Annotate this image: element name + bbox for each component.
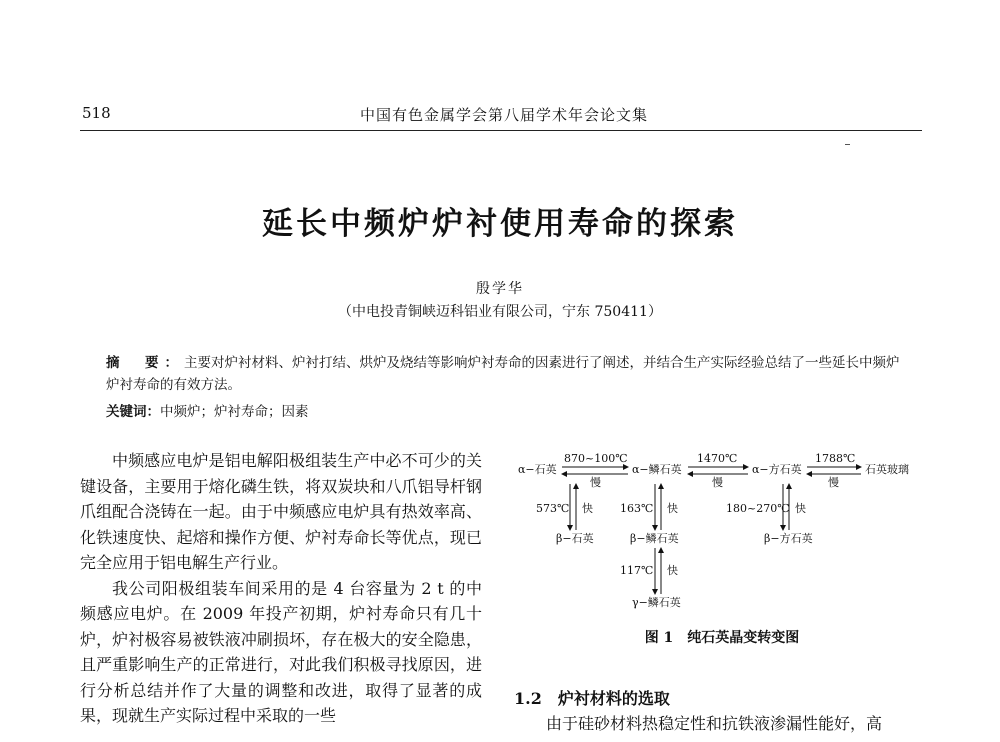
node-alpha-quartz: α−石英 [518, 463, 557, 476]
section-heading: 1.2 炉衬材料的选取 [514, 689, 670, 708]
speed-v2: 快 [667, 502, 678, 515]
page-number: 518 [82, 104, 111, 122]
paper-affiliation: （中电投青铜峡迈科铝业有限公司，宁东 750411） [338, 304, 662, 320]
temp-t2: 1470℃ [697, 452, 738, 465]
speed-t3: 慢 [828, 476, 839, 489]
abstract-label: 摘 要： [106, 355, 184, 371]
speed-t1: 慢 [590, 476, 601, 489]
speed-t2: 慢 [712, 476, 723, 489]
speed-v4: 快 [667, 564, 678, 577]
phase-diagram-svg [512, 450, 932, 615]
node-gamma-tridymite: γ−鳞石英 [632, 596, 681, 609]
node-quartz-glass: 石英玻璃 [865, 463, 909, 476]
keywords-label: 关键词： [106, 404, 160, 420]
temp-t3: 1788℃ [815, 452, 856, 465]
body-paragraph-1: 中频感应电炉是铝电解阳极组装生产中必不可少的关键设备，主要用于熔化磷生铁，将双炭块和八爪铝导杆钢爪组配合浇铸在一起。由于中频感应电炉具有热效率高、化铁速度快、起熔和操作方便、炉衬寿命长等优点，现已完全应用于铝电解生产行业。 [80, 451, 482, 572]
running-title: 中国有色金属学会第八届学术年会论文集 [360, 106, 649, 124]
abstract-text: 主要对炉衬材料、炉衬打结、烘炉及烧结等影响炉衬寿命的因素进行了阐述，并结合生产实际经验总结了一些延长中频炉炉衬寿命的有效方法。 [106, 355, 900, 393]
keywords-block [106, 400, 309, 420]
abstract-block [106, 352, 906, 396]
section-text: 由于硅砂材料热稳定性和抗铁液渗漏性能好，高 [546, 714, 883, 733]
paper-title: 延长中频炉炉衬使用寿命的探索 [262, 206, 738, 242]
speed-v1: 快 [582, 502, 593, 515]
body-paragraph-2: 我公司阳极组装车间采用的是 4 台容量为 2 t 的中频感应电炉。在 2009 年投产初期，炉衬寿命只有几十炉，炉衬极容易被铁液冲刷损坏，存在极大的安全隐患，且严重影响生产的正常进行，对此我们积极寻找原因，进行分析总结并作了大量的调整和改进，取得了显著的成果，现就生产实际过程中采取的一些 [80, 578, 482, 725]
paper-author: 殷学华 [476, 281, 524, 297]
keywords-text: 中频炉；炉衬寿命；因素 [160, 404, 309, 420]
scan-mark [845, 144, 850, 145]
body-column-left [80, 448, 482, 729]
node-beta-tridymite: β−鳞石英 [630, 532, 679, 545]
temp-v2: 163℃ [620, 502, 654, 515]
figure-caption: 图 1 纯石英晶变转变图 [644, 630, 800, 646]
speed-v3: 快 [795, 502, 806, 515]
temp-v4: 117℃ [620, 564, 654, 577]
header-rule [80, 130, 922, 131]
temp-v1: 573℃ [536, 502, 570, 515]
temp-t1: 870~100℃ [564, 452, 628, 465]
quartz-phase-diagram [512, 450, 932, 615]
node-alpha-tridymite: α−鳞石英 [632, 463, 682, 476]
node-alpha-cristobalite: α−方石英 [752, 463, 802, 476]
node-beta-quartz: β−石英 [556, 532, 594, 545]
temp-v3: 180~270℃ [726, 502, 790, 515]
node-beta-cristobalite: β−方石英 [764, 532, 813, 545]
